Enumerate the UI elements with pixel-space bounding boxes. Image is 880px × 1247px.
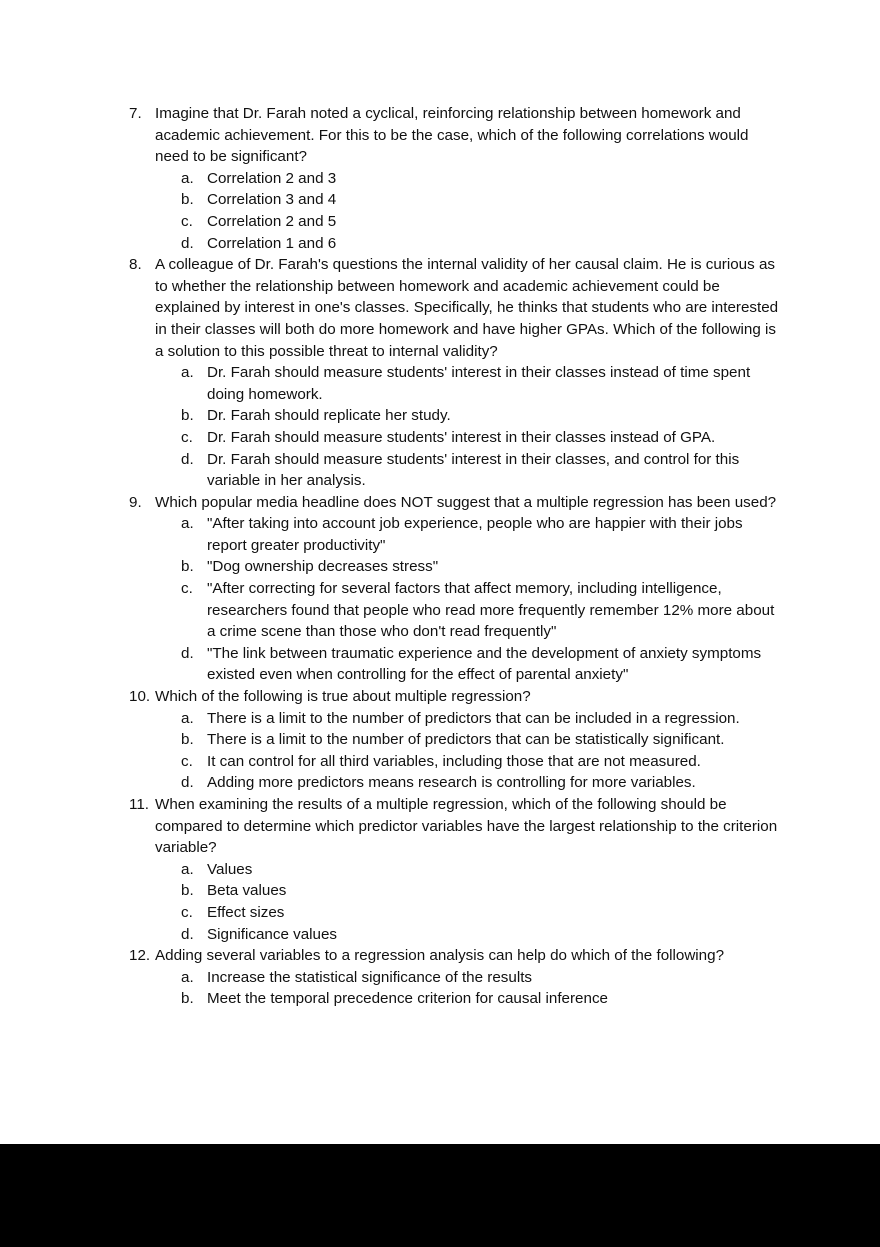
option-item: [0, 405, 880, 427]
option-item: [0, 772, 880, 794]
option-text: Values: [207, 860, 253, 878]
option-item: [0, 708, 880, 730]
option-item: [0, 988, 880, 1010]
question-text: Which popular media headline does NOT suggest that a multiple regression has been used?: [155, 493, 777, 511]
option-text: Correlation 2 and 3: [207, 169, 337, 187]
question-9: [0, 492, 880, 514]
option-item: [0, 578, 880, 643]
option-item: [0, 643, 880, 686]
option-item: [0, 189, 880, 211]
option-letter: a.: [181, 968, 194, 986]
option-item: [0, 967, 880, 989]
question-8: [0, 254, 880, 362]
option-letter: c.: [181, 212, 193, 230]
option-letter: d.: [181, 450, 194, 468]
option-item: [0, 362, 880, 405]
question-number: 9.: [129, 493, 142, 511]
option-text: Dr. Farah should measure students' interest in their classes instead of time spent doing homework.: [207, 364, 751, 403]
option-letter: d.: [181, 234, 194, 252]
option-text: "Dog ownership decreases stress": [207, 558, 439, 576]
question-10: [0, 686, 880, 708]
option-text: Meet the temporal precedence criterion for causal inference: [207, 990, 608, 1008]
question-text: Adding several variables to a regression analysis can help do which of the following?: [155, 947, 725, 965]
option-item: [0, 233, 880, 255]
option-item: [0, 729, 880, 751]
option-item: [0, 880, 880, 902]
question-11: [0, 794, 880, 859]
option-text: "After correcting for several factors that affect memory, including intelligence, researchers found that people who read more frequently remember 12% more about a crime scene than those who don't read frequently": [207, 580, 775, 641]
option-letter: c.: [181, 428, 193, 446]
option-letter: d.: [181, 774, 194, 792]
option-text: Correlation 2 and 5: [207, 212, 337, 230]
option-text: Increase the statistical significance of the results: [207, 968, 533, 986]
option-item: [0, 449, 880, 492]
option-letter: b.: [181, 407, 194, 425]
option-text: It can control for all third variables, including those that are not measured.: [207, 752, 701, 770]
question-number: 11.: [129, 796, 149, 813]
option-letter: a.: [181, 709, 194, 727]
option-item: [0, 751, 880, 773]
option-text: Dr. Farah should measure students' interest in their classes, and control for this variable in her analysis.: [207, 450, 740, 490]
option-letter: a.: [181, 860, 194, 878]
option-text: There is a limit to the number of predictors that can be included in a regression.: [207, 709, 740, 727]
question-text: Which of the following is true about multiple regression?: [155, 688, 531, 706]
option-letter: a.: [181, 364, 194, 382]
option-text: Dr. Farah should replicate her study.: [207, 407, 451, 425]
option-text: Correlation 1 and 6: [207, 234, 337, 252]
option-text: Dr. Farah should measure students' interest in their classes instead of GPA.: [207, 428, 716, 446]
option-item: [0, 902, 880, 924]
option-item: [0, 924, 880, 946]
option-letter: c.: [181, 903, 193, 921]
option-text: There is a limit to the number of predictors that can be statistically significant.: [207, 731, 725, 749]
question-number: 10.: [129, 688, 151, 706]
option-letter: d.: [181, 644, 194, 662]
question-text: Imagine that Dr. Farah noted a cyclical, reinforcing relationship between homework and academic achievement. For this to be the case, which of the following correlations would need to be significant?: [155, 105, 749, 166]
question-text: A colleague of Dr. Farah's questions the internal validity of her causal claim. He is curious as to whether the relationship between homework and academic achievement could be explained by interest in one's classes. Specifically, he thinks that students who are interested in their classes will both do more homework and have higher GPAs. Which of the following is a solution to this possible threat to internal validity?: [155, 256, 779, 360]
option-item: [0, 168, 880, 190]
option-text: "After taking into account job experience, people who are happier with their jobs report greater productivity": [207, 515, 743, 554]
option-text: Adding more predictors means research is controlling for more variables.: [207, 774, 696, 792]
option-letter: c.: [181, 752, 193, 770]
option-item: [0, 859, 880, 881]
option-item: [0, 427, 880, 449]
option-text: Beta values: [207, 882, 287, 900]
option-letter: b.: [181, 191, 194, 209]
question-number: 7.: [129, 105, 142, 122]
question-number: 12.: [129, 947, 151, 965]
option-letter: b.: [181, 558, 194, 576]
question-12: [0, 945, 880, 967]
option-letter: d.: [181, 925, 194, 943]
option-item: [0, 211, 880, 233]
black-bottom-area: [0, 1144, 880, 1247]
option-letter: a.: [181, 169, 194, 187]
option-text: Significance values: [207, 925, 338, 943]
option-letter: b.: [181, 990, 194, 1008]
question-7: [0, 103, 880, 168]
option-letter: b.: [181, 882, 194, 900]
option-letter: c.: [181, 580, 193, 598]
question-number: 8.: [129, 256, 142, 274]
option-letter: b.: [181, 731, 194, 749]
question-text: When examining the results of a multiple regression, which of the following should be compared to determine which predictor variables have the largest relationship to the criterion variable?: [155, 796, 778, 857]
option-letter: a.: [181, 515, 194, 533]
option-text: Correlation 3 and 4: [207, 191, 337, 209]
question-list: [0, 103, 880, 1010]
option-text: Effect sizes: [207, 903, 285, 921]
option-text: "The link between traumatic experience and the development of anxiety symptoms existed even when controlling for the effect of parental anxiety": [207, 644, 762, 684]
option-item: [0, 556, 880, 578]
option-item: [0, 513, 880, 556]
